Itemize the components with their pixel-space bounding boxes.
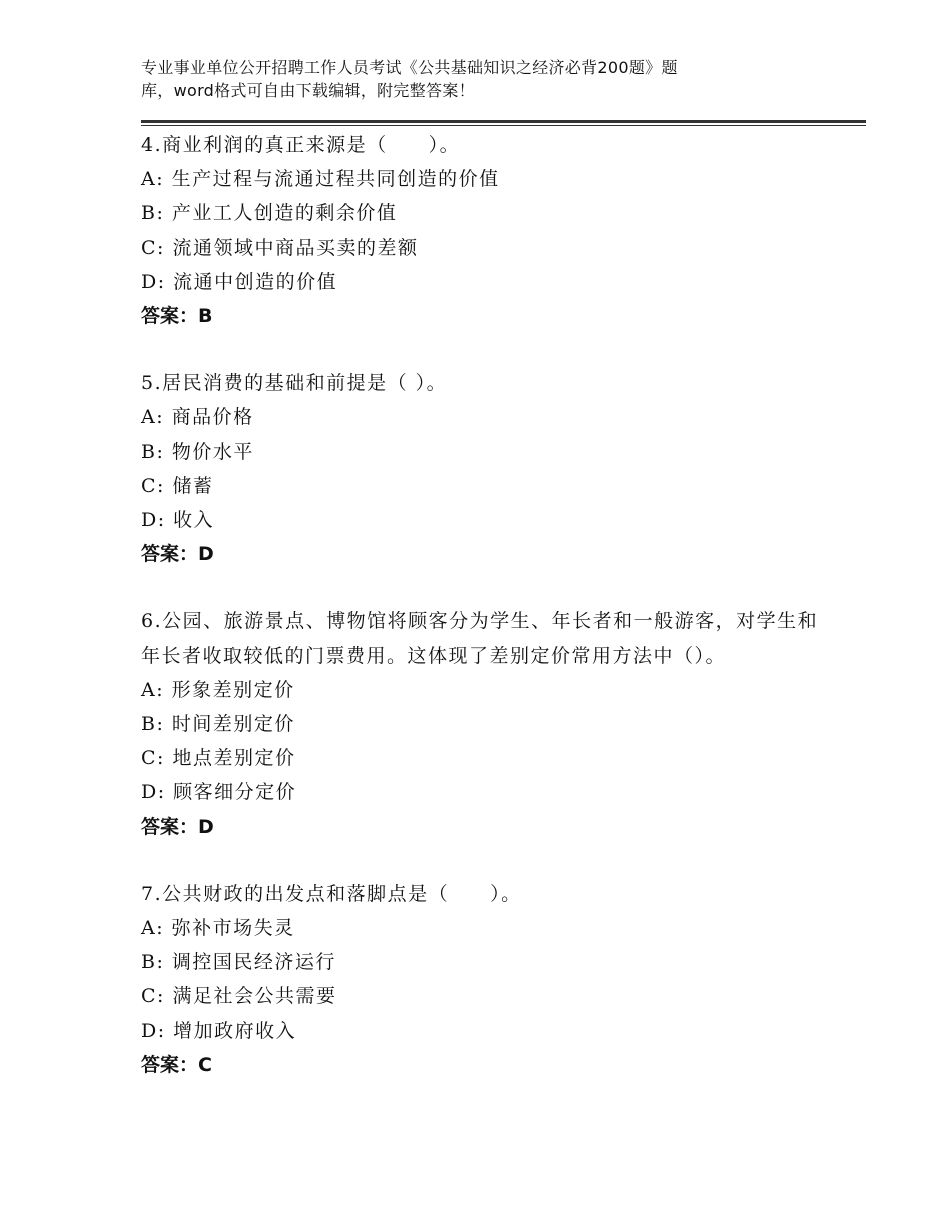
question-6	[141, 604, 821, 843]
option-d: D: 流通中创造的价值	[141, 270, 338, 293]
header-divider-thin	[141, 125, 866, 126]
option-a: A: 生产过程与流通过程共同创造的价值	[141, 168, 500, 191]
option-c: C: 满足社会公共需要	[141, 985, 337, 1008]
option-b: B: 调控国民经济运行	[141, 951, 336, 974]
option-d: D: 顾客细分定价	[141, 781, 297, 804]
question-stem: 7.公共财政的出发点和落脚点是（ ）。	[141, 882, 522, 905]
option-a: A: 弥补市场失灵	[141, 917, 295, 940]
option-d: D: 增加政府收入	[141, 1019, 297, 1042]
option-d: D: 收入	[141, 509, 215, 532]
question-5	[141, 366, 821, 571]
question-7	[141, 877, 821, 1082]
option-c: C: 流通领域中商品买卖的差额	[141, 236, 419, 259]
option-b: B: 物价水平	[141, 440, 254, 463]
answer-label: 答案：D	[141, 815, 214, 838]
answer-label: 答案：C	[141, 1053, 212, 1076]
header-line-2: 库，word格式可自由下载编辑，附完整答案！	[141, 81, 475, 100]
header-line-1: 专业事业单位公开招聘工作人员考试《公共基础知识之经济必背200题》题	[141, 58, 678, 77]
question-stem: 6.公园、旅游景点、博物馆将顾客分为学生、年长者和一般游客，对学生和年长者收取较低的门票费用。这体现了差别定价常用方法中（）。	[141, 610, 819, 667]
question-stem: 5.居民消费的基础和前提是（ ）。	[141, 372, 448, 395]
option-c: C: 地点差别定价	[141, 747, 296, 770]
answer-label: 答案：B	[141, 305, 213, 328]
answer-label: 答案：D	[141, 543, 214, 566]
header-divider-thick	[141, 120, 866, 123]
option-c: C: 储蓄	[141, 474, 214, 497]
question-stem: 4.商业利润的真正来源是（ ）。	[141, 134, 461, 156]
option-b: B: 时间差别定价	[141, 713, 295, 736]
document-header	[141, 56, 781, 102]
question-list	[141, 128, 821, 1115]
option-b: B: 产业工人创造的剩余价值	[141, 202, 398, 225]
option-a: A: 形象差别定价	[141, 678, 295, 701]
question-4	[141, 128, 821, 333]
option-a: A: 商品价格	[141, 406, 254, 429]
